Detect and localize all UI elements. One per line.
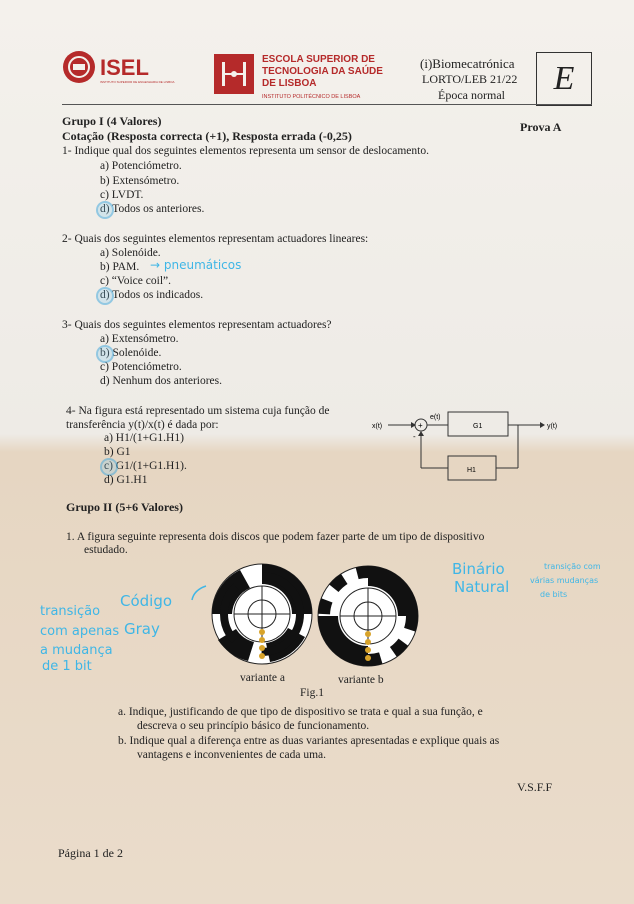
q4-option-c: c) G1/(1+G1.H1).: [104, 460, 187, 472]
q2-option-a: a) Solenóide.: [100, 247, 161, 259]
exam-label: Prova A: [520, 120, 562, 134]
q3-option-b: b) Solenóide.: [100, 347, 162, 359]
note-transicao-com: transição com: [544, 562, 601, 571]
q3-answer-mark: [98, 347, 112, 361]
exam-season: Época normal: [438, 88, 505, 102]
school-title-line-1: ESCOLA SUPERIOR DE: [262, 54, 375, 65]
note-varias-mudancas: várias mudanças: [530, 576, 599, 585]
q2-answer-mark: [98, 289, 112, 303]
question-1-text: 1- Indique qual dos seguintes elementos representa um sensor de deslocamento.: [62, 145, 429, 157]
q4-answer-mark: [102, 460, 116, 474]
q1-option-a: a) Potenciómetro.: [100, 160, 182, 172]
q1-option-c: c) LVDT.: [100, 189, 144, 201]
school-title-line-3: DE LISBOA: [262, 78, 317, 89]
question-2-text: 2- Quais dos seguintes elementos representam actuadores lineares:: [62, 233, 369, 245]
note-transicao: transição: [40, 604, 101, 619]
q4-option-a: a) H1/(1+G1.H1): [104, 432, 184, 444]
diagram-output-label: y(t): [547, 423, 558, 430]
note-natural: Natural: [454, 578, 510, 596]
encoder-disc-variant-b: [316, 564, 420, 668]
question-4-text-line-1: 4- Na figura está representado um sistema cuja função de: [66, 405, 330, 417]
encoder-disc-variant-a: [210, 562, 314, 666]
note-gray: Gray: [124, 620, 160, 638]
q3-option-a: a) Extensómetro.: [100, 333, 179, 345]
note-codigo: Código: [120, 592, 173, 610]
estesl-logo: [214, 54, 254, 94]
q2-option-c: c) “Voice coil”.: [100, 275, 171, 287]
diagram-input-label: x(t): [372, 423, 383, 430]
subquestion-b-line-2: vantagens e inconvenientes de cada uma.: [137, 749, 327, 761]
course-name: (i)Biomecatrónica: [420, 56, 515, 71]
note-de-bits: de bits: [540, 590, 568, 599]
version-letter: E: [553, 60, 575, 97]
group-2-title: Grupo II (5+6 Valores): [66, 500, 183, 514]
question-3-text: 3- Quais dos seguintes elementos representam actuadores?: [62, 319, 332, 331]
q3-option-d: d) Nenhum dos anteriores.: [100, 375, 222, 387]
block-h1-label: H1: [467, 467, 476, 474]
school-subtitle: INSTITUTO POLITÉCNICO DE LISBOA: [262, 94, 361, 100]
q3-option-c: c) Potenciómetro.: [100, 361, 182, 373]
note-com-apenas: com apenas: [40, 624, 120, 639]
feedback-block-diagram: [368, 404, 568, 486]
note-de-1-bit: de 1 bit: [42, 659, 92, 674]
group-2-q1-line-1: 1. A figura seguinte representa dois discos que podem fazer parte de um tipo de dispositivo: [66, 531, 485, 543]
q4-option-b: b) G1: [104, 446, 131, 458]
group-1-title: Grupo I (4 Valores): [62, 114, 162, 128]
header-divider: [62, 104, 592, 105]
q1-option-d: d) Todos os anteriores.: [100, 203, 205, 215]
q1-answer-mark: [98, 203, 112, 217]
diagram-error-label: e(t): [430, 414, 441, 421]
q4-option-d: d) G1.H1: [104, 474, 148, 486]
pam-annotation: → pneumáticos: [150, 258, 242, 272]
turn-over-note: V.S.F.F: [517, 780, 553, 794]
question-4-text-line-2: transferência y(t)/x(t) é dada por:: [66, 419, 219, 431]
variant-b-label: variante b: [338, 674, 384, 686]
figure-caption: Fig.1: [300, 687, 324, 699]
diagram-minus-sign: -: [413, 432, 416, 441]
note-a-mudanca: a mudança: [40, 643, 113, 658]
version-box: [536, 52, 592, 106]
subquestion-a-line-2: descreva o seu princípio básico de funcionamento.: [137, 720, 370, 732]
block-g1-label: G1: [473, 423, 483, 430]
subquestion-b-line-1: b. Indique qual a diferença entre as duas variantes apresentadas e explique quais as: [118, 735, 500, 747]
q2-option-d: d) Todos os indicados.: [100, 289, 204, 301]
group-2-q1-line-2: estudado.: [84, 544, 128, 556]
isel-logo-text: ISEL: [100, 55, 149, 80]
isel-emblem-icon: [62, 50, 96, 84]
q2-option-b: b) PAM.: [100, 261, 140, 273]
subquestion-a-line-1: a. Indique, justificando de que tipo de dispositivo se trata e qual a sua função, e: [118, 706, 483, 718]
estesl-emblem-icon: [214, 54, 254, 94]
isel-logo-subtext: INSTITUTO SUPERIOR DE ENGENHARIA DE LISBOA: [100, 80, 175, 84]
q1-option-b: b) Extensómetro.: [100, 175, 180, 187]
diagram-plus-sign: +: [418, 421, 423, 430]
variant-a-label: variante a: [240, 672, 286, 684]
program-name: LORTO/LEB 21/22: [422, 72, 518, 86]
arrow-annotation-icon: [186, 582, 210, 606]
note-binario: Binário: [452, 560, 505, 578]
group-1-scoring: Cotação (Resposta correcta (+1), Resposta errada (-0,25): [62, 129, 352, 143]
school-title-line-2: TECNOLOGIA DA SAÚDE: [262, 66, 383, 77]
isel-logo: [62, 50, 96, 89]
page-number: Página 1 de 2: [58, 846, 123, 860]
